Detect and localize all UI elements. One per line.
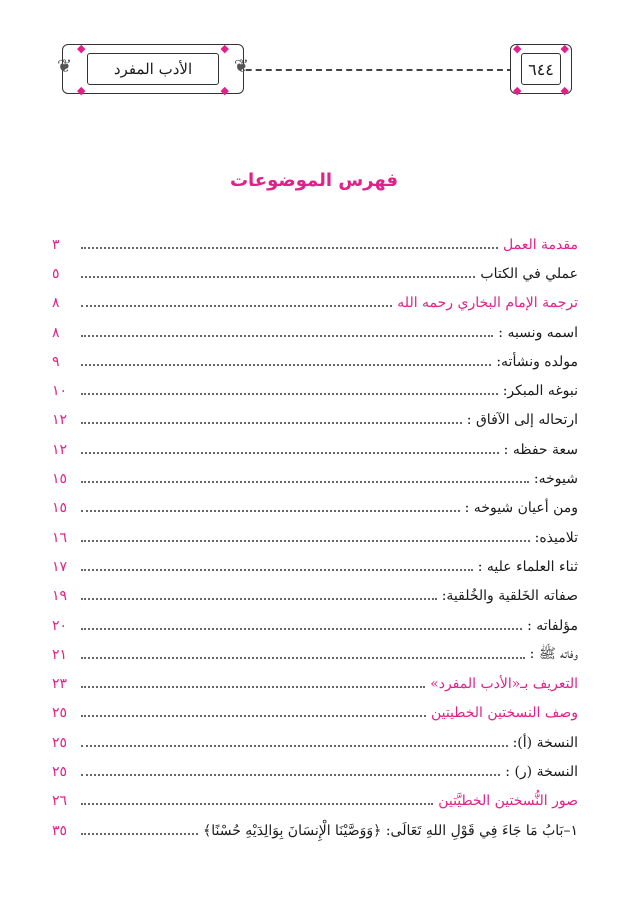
diamond-ornament-icon: ◆ [513,42,522,55]
toc-entry-page: ١٢ [52,441,68,458]
dot-leader [81,745,508,747]
toc-entry-label: ترجمة الإمام البخاري رحمه الله [397,295,578,312]
toc-entry[interactable] [52,406,578,435]
toc-entry-page: ٢٥ [52,763,68,780]
toc-entry-label: صفاته الخَلقية والخُلقية: [441,588,578,605]
dot-leader [81,803,433,805]
toc-entry[interactable] [52,699,578,728]
dot-leader [81,715,426,717]
toc-entry-label: التعريف بـ«الأدب المفرد» [430,676,578,693]
toc-entry-page: ١٠ [52,383,68,400]
swirl-ornament-icon: ❦ [233,56,249,77]
dot-leader [81,657,525,659]
diamond-ornament-icon: ◆ [77,84,86,97]
toc-entry[interactable] [52,640,578,669]
diamond-ornament-icon: ◆ [77,42,86,55]
dot-leader [81,452,499,454]
toc-entry[interactable] [52,611,578,640]
toc-entry-label: ثناء العلماء عليه : [477,558,578,575]
toc-entry[interactable] [52,757,578,786]
toc-entry-page: ٣ [52,236,60,253]
toc-entry-label: سعة حفظه : [503,441,578,458]
dot-leader [81,510,460,512]
dot-leader [81,774,500,776]
diamond-ornament-icon: ◆ [560,84,569,97]
page-number: ٦٤٤ [521,53,561,85]
dot-leader [81,833,198,835]
toc-entry-label: شيوخه: [533,471,578,488]
toc-entry-label: نبوغه المبكر: [502,383,578,400]
toc-entry[interactable] [52,347,578,376]
toc-entry-label: ١–بَابُ مَا جَاءَ فِي قَوْلِ اللهِ تَعَالَى: ﴿وَوَصَّيْنَا الْإِنسَانَ بِوَالِدَيْهِ حُسْنًا﴾ [203,822,578,839]
toc-entry-page: ١٩ [52,588,68,605]
toc-entry[interactable] [52,376,578,405]
toc-entry[interactable] [52,230,578,259]
dot-leader [81,598,437,600]
dot-leader [81,481,529,483]
toc-entry[interactable] [52,787,578,816]
toc-entry-page: ٢١ [52,646,68,663]
toc-entry[interactable] [52,318,578,347]
toc-entry-page: ٢٦ [52,793,68,810]
dot-leader [81,393,498,395]
toc-entry-label: ومن أعيان شيوخه : [464,500,578,517]
toc-entry-page: ١٥ [52,500,68,517]
toc-entry-page: ١٧ [52,558,68,575]
toc-entry-page: ١٢ [52,412,68,429]
dot-leader [81,364,491,366]
dot-leader [81,276,475,278]
toc-entry[interactable] [52,669,578,698]
running-header [0,40,628,98]
toc-entry-page: ٢٠ [52,617,68,634]
toc-entry-label: ارتحاله إلى الآفاق : [466,412,578,429]
toc-title: فهرس الموضوعات [229,170,399,191]
toc-entry-page: ٢٥ [52,734,68,751]
dot-leader [81,569,473,571]
dot-leader [81,305,392,307]
swirl-ornament-icon: ❦ [57,56,73,77]
toc-entry-page: ٣٥ [52,822,68,839]
toc-entry[interactable] [52,259,578,288]
toc-entry[interactable] [52,582,578,611]
toc-entry[interactable] [52,552,578,581]
toc-entry[interactable] [52,494,578,523]
toc-entry-label: تلاميذه: [534,529,578,546]
toc-entry-label: وصف النسختين الخطيتين [430,705,578,722]
toc-entry[interactable] [52,464,578,493]
toc-entry-page: ٢٥ [52,705,68,722]
toc-entry-label: اسمه ونسبه : [498,324,578,341]
dot-leader [81,628,522,630]
toc-entry-page: ٨ [52,324,60,341]
book-title-frame [57,42,249,97]
page-number-frame [510,42,572,97]
toc-entry[interactable] [52,728,578,757]
diamond-ornament-icon: ◆ [513,84,522,97]
toc-entry-label: عملي في الكتاب [480,265,578,282]
book-title: الأدب المفرد [87,53,219,85]
toc-list [52,230,578,845]
toc-entry-label: النسخة (أ): [512,734,578,751]
toc-entry[interactable] [52,816,578,845]
dot-leader [81,335,493,337]
diamond-ornament-icon: ◆ [220,84,229,97]
toc-entry-page: ١٥ [52,471,68,488]
toc-entry-page: ٢٣ [52,676,68,693]
toc-entry-label: صور النُّسختين الخطيَّتين [438,793,578,810]
toc-entry-page: ٥ [52,265,60,282]
dot-leader [81,422,462,424]
toc-entry[interactable] [52,523,578,552]
dot-leader [81,686,425,688]
toc-entry-label: مقدمة العمل [503,236,578,253]
toc-entry-page: ٩ [52,353,60,370]
toc-entry-page: ٨ [52,295,60,312]
dot-leader [81,540,530,542]
toc-entry-label: النسخة (ر) : [505,763,578,780]
dot-leader [81,247,498,249]
toc-entry[interactable] [52,435,578,464]
toc-entry-label: وفاته ﷺ : [529,645,578,662]
diamond-ornament-icon: ◆ [560,42,569,55]
toc-entry-label: مؤلفاته : [527,617,578,634]
toc-entry-page: ١٦ [52,529,68,546]
diamond-ornament-icon: ◆ [220,42,229,55]
toc-entry[interactable] [52,289,578,318]
toc-entry-label: مولده ونشأته: [496,353,578,370]
